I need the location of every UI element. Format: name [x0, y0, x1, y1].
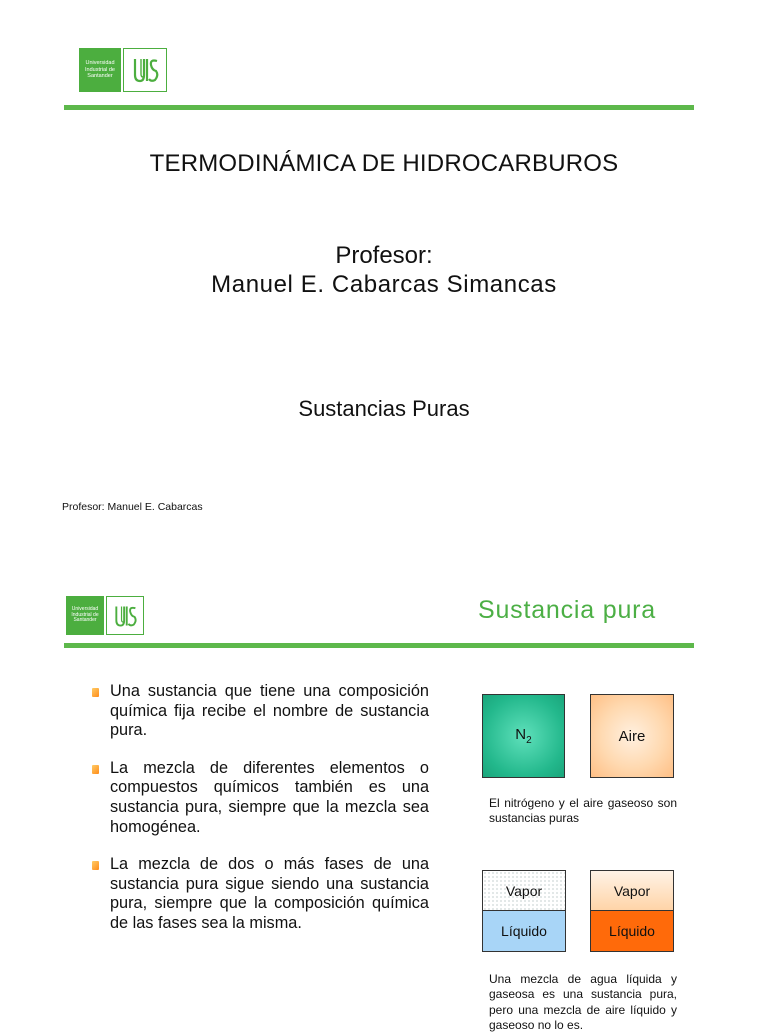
uis-emblem [123, 48, 167, 92]
uis-emblem-icon [112, 603, 138, 629]
bullet-icon [92, 765, 99, 774]
logo-text-line: Santander [87, 73, 113, 80]
liquid-label: Líquido [609, 923, 655, 939]
water-phase-container [482, 870, 566, 952]
liquid-label: Líquido [501, 923, 547, 939]
logo-text-line: Industrial de [71, 611, 99, 618]
bullet-item [92, 855, 429, 933]
vapor-phase [483, 871, 565, 911]
liquid-phase [483, 911, 565, 951]
logo-text-line: Universidad [71, 605, 99, 612]
nitrogen-box [482, 694, 565, 778]
vapor-label: Vapor [505, 882, 543, 899]
bullet-icon [92, 861, 99, 870]
header-divider [64, 105, 694, 110]
logo-text-block [79, 48, 121, 92]
course-title: TERMODINÁMICA DE HIDROCARBUROS [149, 150, 619, 177]
professor-label: Profesor: [335, 242, 433, 269]
logo-text-block [66, 596, 104, 635]
bullet-list [92, 682, 429, 952]
bullet-item [92, 682, 429, 741]
vapor-phase [591, 871, 673, 911]
logo-text-line: Santander [73, 617, 97, 624]
uis-emblem [106, 596, 144, 635]
bullet-text: La mezcla de dos o más fases de una sustancia pura sigue siendo una sustancia pura, siempre que la composición química de las fases sea la misma. [110, 855, 429, 932]
professor-name: Manuel E. Cabarcas Simancas [211, 271, 557, 298]
topic-subtitle: Sustancias Puras [298, 396, 470, 421]
caption-pure-gases: El nitrógeno y el aire gaseoso son sustancias puras [489, 796, 677, 826]
liquid-phase [591, 911, 673, 951]
nitrogen-label: $N_2$ [515, 726, 532, 746]
air-box [590, 694, 674, 778]
uis-emblem-icon [130, 55, 160, 85]
air-phase-container [590, 870, 674, 952]
header-divider [64, 643, 694, 648]
logo-text-line: Industrial de [85, 66, 115, 73]
university-logo [79, 48, 167, 92]
caption-mixtures: Una mezcla de agua líquida y gaseosa es una sustancia pura, pero una mezcla de aire líquido y gaseoso no lo es. [489, 972, 677, 1032]
bullet-item [92, 759, 429, 837]
bullet-text: La mezcla de diferentes elementos o compuestos químicos también es una sustancia pura, siempre que la mezcla sea homogénea. [110, 758, 429, 836]
university-logo [66, 596, 144, 635]
slide-title: Sustancia pura [478, 596, 656, 624]
air-label: Aire [618, 727, 646, 745]
bullet-icon [92, 688, 99, 697]
logo-text-line: Universidad [85, 60, 115, 67]
slide-footer: Profesor: Manuel E. Cabarcas [62, 501, 203, 513]
bullet-text: Una sustancia que tiene una composición química fija recibe el nombre de sustancia pura. [110, 682, 429, 740]
vapor-label: Vapor [613, 882, 651, 899]
